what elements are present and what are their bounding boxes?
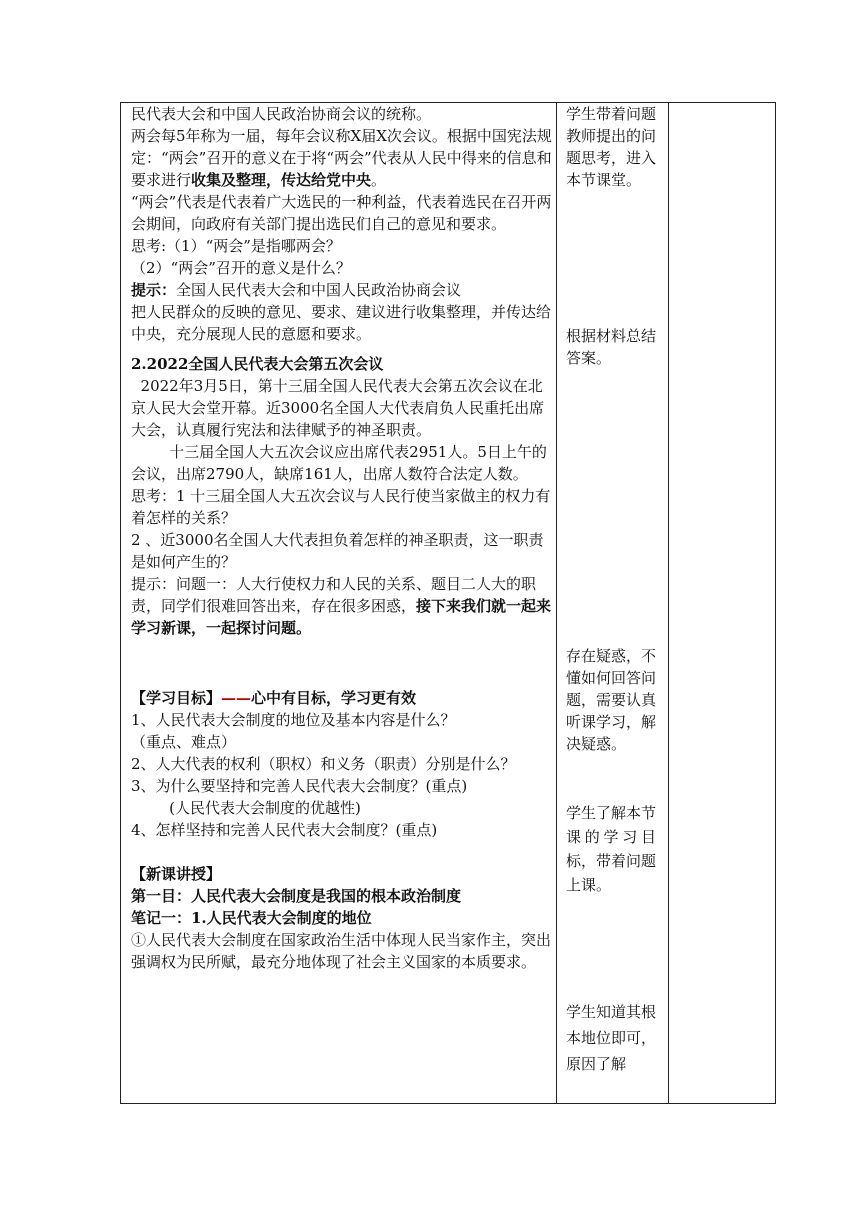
goal-item: 1、人民代表大会制度的地位及基本内容是什么？ [131, 711, 456, 729]
paragraph: 思考:（1）“两会”是指哪两会？ [131, 237, 341, 255]
section-heading: 2.2022全国人民代表大会第五次会议 [131, 355, 384, 373]
note-heading: 笔记一：1.人民代表大会制度的地位 [131, 909, 372, 927]
paragraph: 思考：1 十三届全国人大五次会议与人民行使当家做主的权力有着怎样的关系？ [131, 487, 551, 527]
column-divider [668, 103, 669, 1103]
student-activity-text: 学生带着问题教师提出的问题思考，进入本节课堂。 [566, 105, 657, 189]
paragraph: 提示：全国人民代表大会和中国人民政治协商会议 [131, 281, 462, 299]
goal-item: （重点、难点） [131, 733, 237, 751]
paragraph: 十三届全国人大五次会议应出席代表2951人。5日上午的会议，出席2790人，缺席161人，出席人数符合法定人数。 [131, 443, 547, 483]
student-activity-text: 存在疑惑，不懂如何回答问题，需要认真听课学习，解决疑惑。 [566, 647, 657, 753]
goal-item: 3、为什么要坚持和完善人民代表大会制度？(重点) [131, 777, 468, 795]
student-activity-text: 根据材料总结答案。 [566, 327, 657, 367]
paragraph: ①人民代表大会制度在国家政治生活中体现人民当家作主，突出强调权为民所赋，最充分地体现了社会主义国家的本质要求。 [131, 931, 552, 971]
goal-item: (人民代表大会制度的优越性) [131, 799, 361, 817]
student-activity-text: 学生知道其根本地位即可，原因了解 [566, 1003, 657, 1073]
lesson-table [120, 102, 776, 1104]
new-lesson-heading: 【新课讲授】 [131, 865, 222, 883]
learning-goals-heading: 【学习目标】——心中有目标，学习更有效 [131, 689, 417, 707]
paragraph: 民代表大会和中国人民政治协商会议的统称。 [131, 105, 432, 123]
column-divider [556, 103, 557, 1103]
teaching-content-column [131, 103, 556, 973]
goal-item: 4、怎样坚持和完善人民代表大会制度？(重点) [131, 821, 438, 839]
goal-item: 2、人大代表的权利（职权）和义务（职责）分别是什么？ [131, 755, 516, 773]
student-activity-text: 学生了解本节课的学习目标，带着问题上课。 [566, 804, 657, 894]
paragraph: （2）“两会”召开的意义是什么？ [131, 259, 351, 277]
paragraph: 把人民群众的反映的意见、要求、建议进行收集整理，并传达给中央，充分展现人民的意愿和要求。 [131, 303, 552, 343]
emphasis: 接下来我们就一起来学习新课，一起探讨问题。 [131, 597, 552, 637]
paragraph: 两会每5年称为一届，每年会议称X届X次会议。根据中国宪法规定：“两会”召开的意义在于将“两会”代表从人民中得来的信息和要求进行收集及整理，传达给党中央。 [131, 127, 552, 189]
paragraph: “两会”代表是代表着广大选民的一种利益，代表着选民在召开两会期间，向政府有关部门提出选民们自己的意见和要求。 [131, 193, 552, 233]
paragraph: 2022年3月5日，第十三届全国人民代表大会第五次会议在北京人民大会堂开幕。近3000名全国人大代表肩负人民重托出席大会，认真履行宪法和法律赋予的神圣职责。 [131, 377, 545, 439]
paragraph: 2 、近3000名全国人大代表担负着怎样的神圣职责，这一职责是如何产生的？ [131, 531, 544, 571]
paragraph: 提示：问题一：人大行使权力和人民的关系、题目二人大的职责，同学们很难回答出来，存在很多困惑，接下来我们就一起来学习新课，一起探讨问题。 [131, 575, 552, 637]
emphasis: 收集及整理，传达给党中央 [191, 171, 372, 189]
section-heading: 第一目：人民代表大会制度是我国的根本政治制度 [131, 887, 462, 905]
